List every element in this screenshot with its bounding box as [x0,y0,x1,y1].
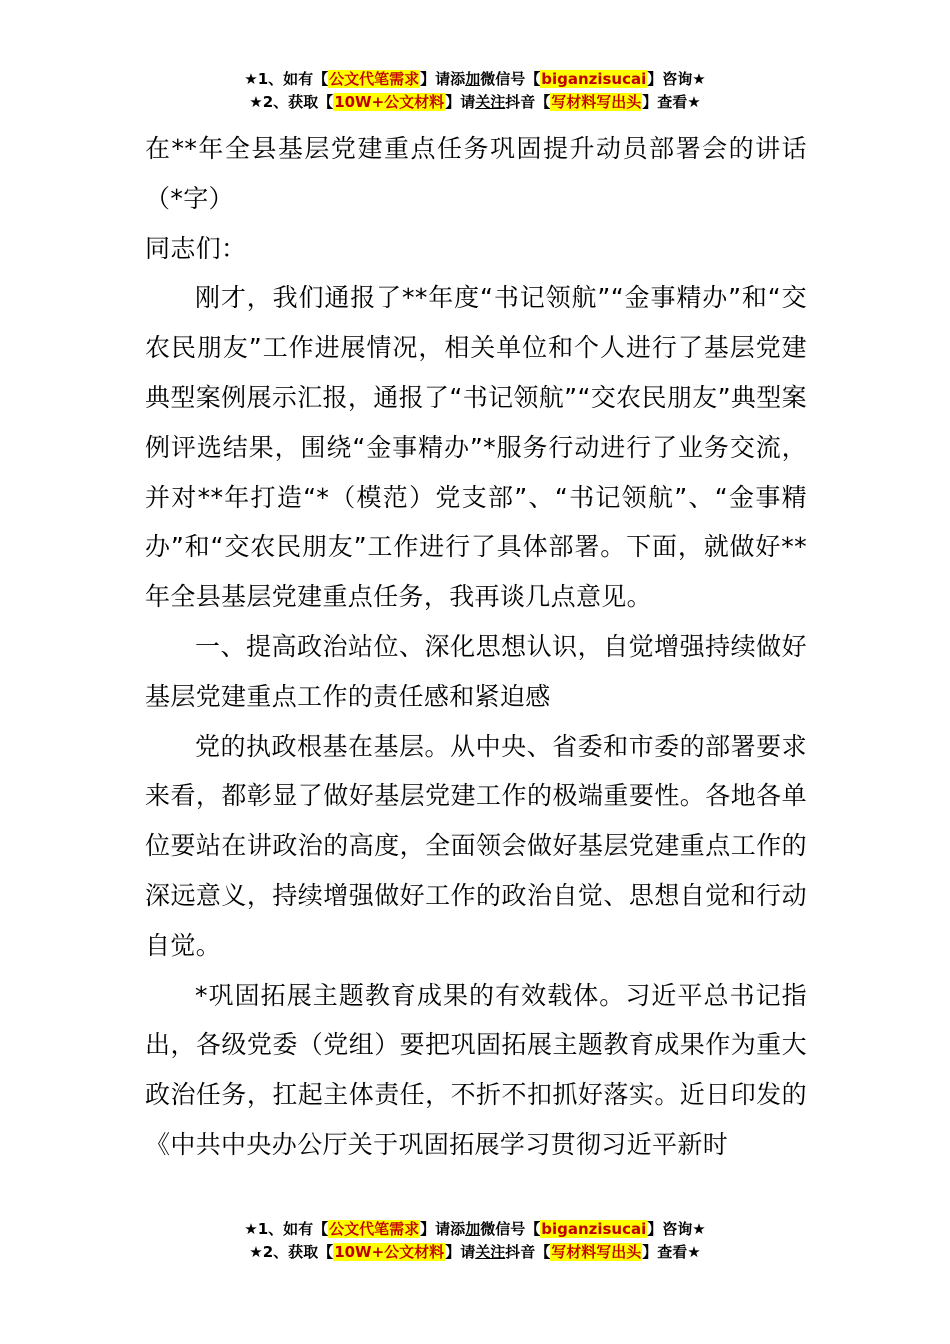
promo-douyin-id: 写材料写出头 [551,93,642,111]
promo-wechat-id: biganzisucai [541,70,647,88]
promo-line-1 [0,1218,950,1241]
document-body [145,124,807,1170]
promo-wechat-id: biganzisucai [541,1220,647,1238]
promo-suffix: 】咨询★ [647,1220,706,1238]
promo-douyin-id: 写材料写出头 [551,1243,642,1261]
promo-text: 】请 [445,93,476,111]
promo-text: 抖音【 [505,1243,551,1261]
paragraph-body: *巩固拓展主题教育成果的有效载体。习近平总书记指出，各级党委（党组）要把巩固拓展主题教育成果作为重大政治任务，扛起主体责任，不折不扣抓好落实。近日印发的《中共中央办公厅关于巩固拓展学习贯彻习近平新时 [145,980,807,1159]
promo-text: 微信号【 [480,70,541,88]
promo-banner-top [0,68,950,114]
promo-emphasis: 加 [465,70,481,88]
promo-prefix: ★1、如有【 [244,70,329,88]
promo-line-1 [0,68,950,91]
promo-line-2 [0,91,950,114]
promo-emphasis: 关注 [475,93,506,111]
section-heading-1: 一、提高政治站位、深化思想认识，自觉增强持续做好基层党建重点工作的责任感和紧迫感 [145,631,807,711]
promo-text: 】请添 [420,1220,466,1238]
promo-highlight: 10W+公文材料 [334,93,445,111]
paragraph-body: 党的执政根基在基层。从中央、省委和市委的部署要求来看，都彰显了做好基层党建工作的极端重要性。各地各单位要站在讲政治的高度，全面领会做好基层党建重点工作的深远意义，持续增强做好工作的政治自觉、思想自觉和行动自觉。 [145,731,807,960]
promo-text: 】请 [445,1243,476,1261]
promo-text: 】请添 [420,70,466,88]
promo-text: 微信号【 [480,1220,541,1238]
promo-highlight: 公文代笔需求 [329,1220,420,1238]
promo-suffix: 】咨询★ [647,70,706,88]
promo-highlight: 10W+公文材料 [334,1243,445,1261]
paragraph-opening: 刚才，我们通报了**年度“书记领航”“金事精办”和“交农民朋友”工作进展情况，相关单位和个人进行了基层党建典型案例展示汇报，通报了“书记领航”“交农民朋友”典型案例评选结果，围绕“金事精办”*服务行动进行了业务交流，并对**年打造“*（模范）党支部”、“书记领航”、“金事精办”和“交农民朋友”工作进行了具体部署。下面，就做好**年全县基层党建重点任务，我再谈几点意见。 [145,283,807,612]
promo-line-2 [0,1241,950,1264]
promo-prefix: ★2、获取【 [249,1243,334,1261]
salutation: 同志们： [145,233,247,263]
promo-prefix: ★2、获取【 [249,93,334,111]
promo-text: 抖音【 [505,93,551,111]
promo-emphasis: 加 [465,1220,481,1238]
document-title: 在**年全县基层党建重点任务巩固提升动员部署会的讲话（*字） [145,134,807,213]
promo-highlight: 公文代笔需求 [329,70,420,88]
promo-emphasis: 关注 [475,1243,506,1261]
promo-suffix: 】查看★ [642,93,701,111]
promo-prefix: ★1、如有【 [244,1220,329,1238]
promo-banner-bottom [0,1218,950,1264]
promo-suffix: 】查看★ [642,1243,701,1261]
